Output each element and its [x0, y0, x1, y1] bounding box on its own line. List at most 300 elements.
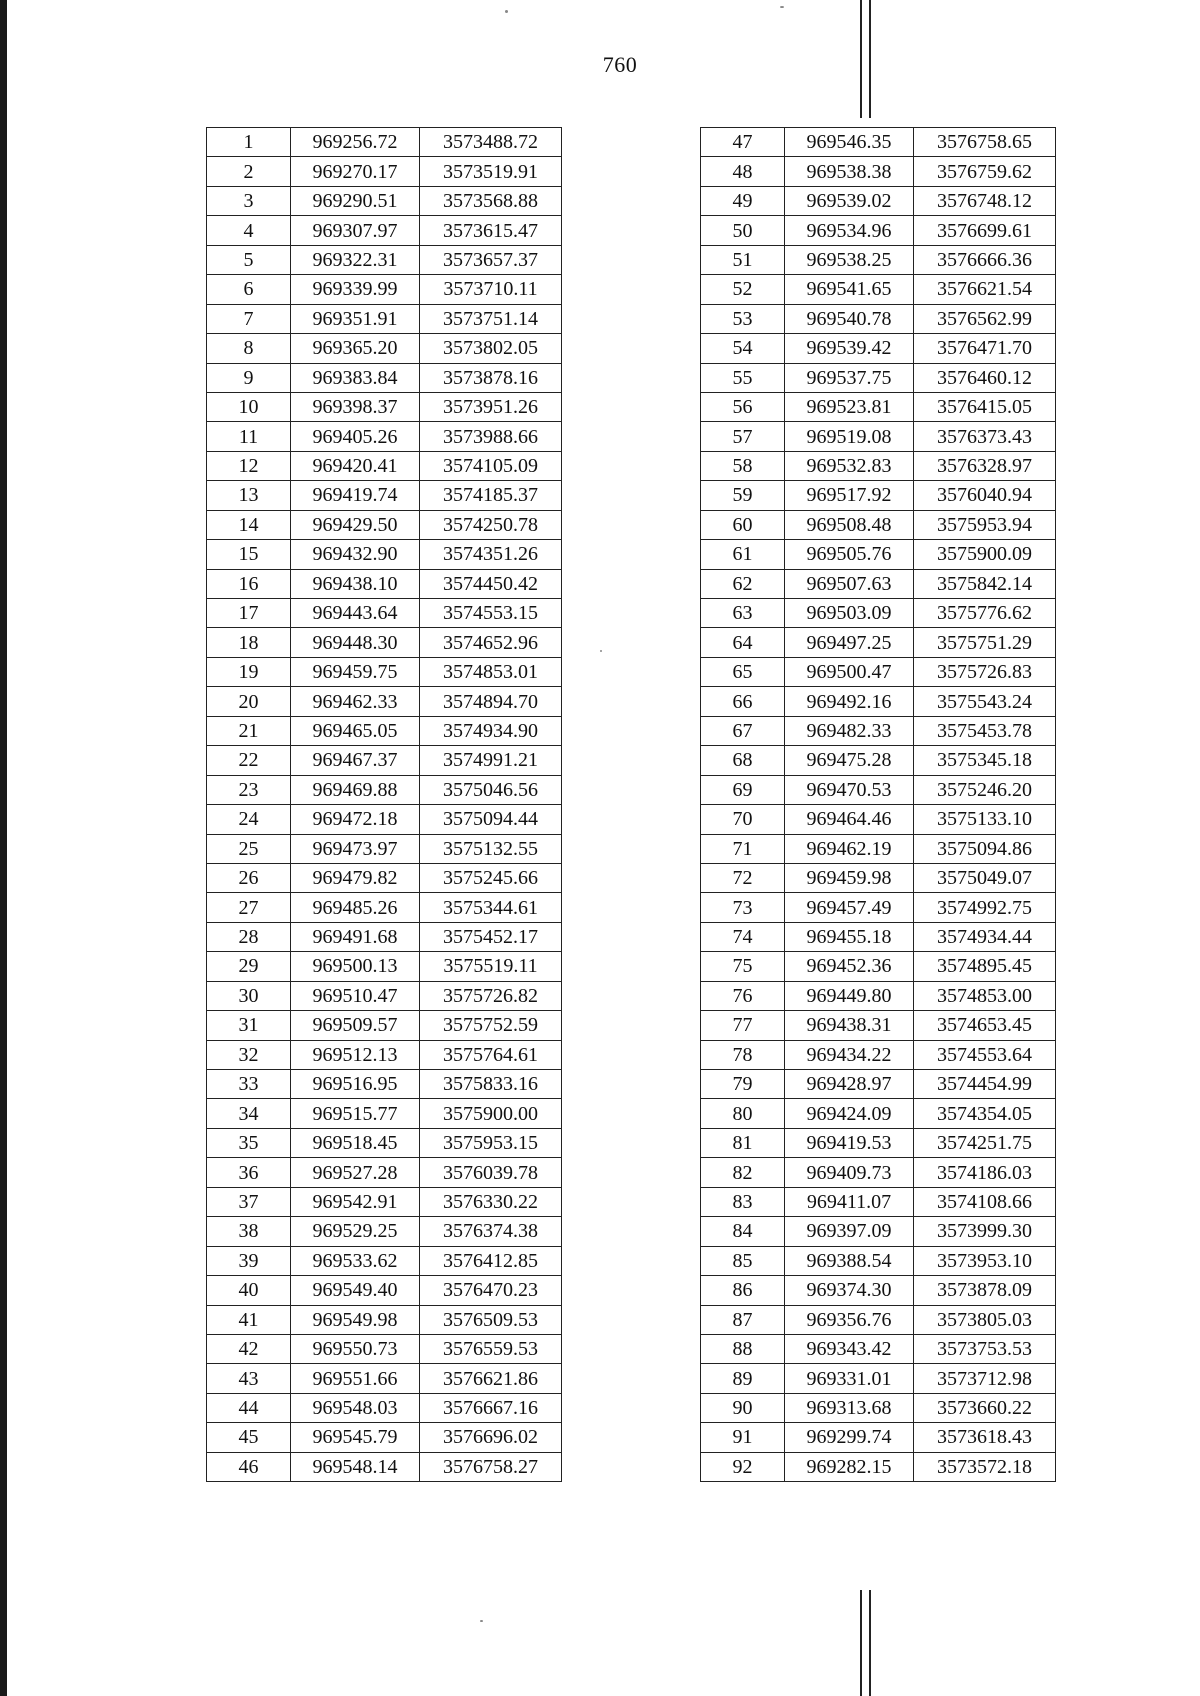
point-number-cell: 58 [701, 451, 785, 480]
x-coordinate-cell: 969545.79 [291, 1423, 420, 1452]
table-row [701, 628, 1056, 657]
table-row [207, 451, 562, 480]
x-coordinate-cell: 969500.47 [785, 657, 914, 686]
y-coordinate-cell: 3576759.62 [914, 157, 1056, 186]
point-number-cell: 51 [701, 245, 785, 274]
y-coordinate-cell: 3575833.16 [420, 1070, 562, 1099]
point-number-cell: 69 [701, 775, 785, 804]
table-row [207, 893, 562, 922]
x-coordinate-cell: 969503.09 [785, 599, 914, 628]
point-number-cell: 89 [701, 1364, 785, 1393]
x-coordinate-cell: 969549.98 [291, 1305, 420, 1334]
point-number-cell: 23 [207, 775, 291, 804]
y-coordinate-cell: 3576040.94 [914, 481, 1056, 510]
table-row [207, 1364, 562, 1393]
y-coordinate-cell: 3574250.78 [420, 510, 562, 539]
y-coordinate-cell: 3575726.82 [420, 981, 562, 1010]
y-coordinate-cell: 3576699.61 [914, 216, 1056, 245]
y-coordinate-cell: 3575453.78 [914, 716, 1056, 745]
x-coordinate-cell: 969549.40 [291, 1276, 420, 1305]
y-coordinate-cell: 3573488.72 [420, 128, 562, 157]
y-coordinate-cell: 3574186.03 [914, 1158, 1056, 1187]
y-coordinate-cell: 3574354.05 [914, 1099, 1056, 1128]
coordinate-table-body [207, 128, 562, 1482]
table-row [207, 746, 562, 775]
point-number-cell: 10 [207, 392, 291, 421]
y-coordinate-cell: 3574652.96 [420, 628, 562, 657]
y-coordinate-cell: 3573953.10 [914, 1246, 1056, 1275]
y-coordinate-cell: 3573999.30 [914, 1217, 1056, 1246]
point-number-cell: 28 [207, 922, 291, 951]
table-row [701, 1305, 1056, 1334]
point-number-cell: 56 [701, 392, 785, 421]
x-coordinate-cell: 969482.33 [785, 716, 914, 745]
point-number-cell: 35 [207, 1128, 291, 1157]
x-coordinate-cell: 969467.37 [291, 746, 420, 775]
table-row [701, 599, 1056, 628]
point-number-cell: 74 [701, 922, 785, 951]
point-number-cell: 92 [701, 1452, 785, 1481]
point-number-cell: 57 [701, 422, 785, 451]
x-coordinate-cell: 969517.92 [785, 481, 914, 510]
table-row [207, 304, 562, 333]
x-coordinate-cell: 969351.91 [291, 304, 420, 333]
y-coordinate-cell: 3576559.53 [420, 1334, 562, 1363]
x-coordinate-cell: 969365.20 [291, 334, 420, 363]
table-row [701, 952, 1056, 981]
point-number-cell: 63 [701, 599, 785, 628]
table-row [701, 451, 1056, 480]
x-coordinate-cell: 969429.50 [291, 510, 420, 539]
y-coordinate-cell: 3576471.70 [914, 334, 1056, 363]
y-coordinate-cell: 3576562.99 [914, 304, 1056, 333]
point-number-cell: 55 [701, 363, 785, 392]
y-coordinate-cell: 3573951.26 [420, 392, 562, 421]
y-coordinate-cell: 3575245.66 [420, 863, 562, 892]
point-number-cell: 32 [207, 1040, 291, 1069]
point-number-cell: 62 [701, 569, 785, 598]
x-coordinate-cell: 969411.07 [785, 1187, 914, 1216]
point-number-cell: 25 [207, 834, 291, 863]
x-coordinate-cell: 969548.14 [291, 1452, 420, 1481]
table-row [207, 1423, 562, 1452]
y-coordinate-cell: 3575726.83 [914, 657, 1056, 686]
point-number-cell: 48 [701, 157, 785, 186]
table-row [701, 1099, 1056, 1128]
x-coordinate-cell: 969512.13 [291, 1040, 420, 1069]
x-coordinate-cell: 969462.33 [291, 687, 420, 716]
point-number-cell: 84 [701, 1217, 785, 1246]
point-number-cell: 44 [207, 1393, 291, 1422]
point-number-cell: 39 [207, 1246, 291, 1275]
scan-speck [505, 10, 508, 13]
table-row [207, 1099, 562, 1128]
y-coordinate-cell: 3574251.75 [914, 1128, 1056, 1157]
scan-speck [480, 1620, 483, 1622]
point-number-cell: 14 [207, 510, 291, 539]
point-number-cell: 47 [701, 128, 785, 157]
table-row [207, 481, 562, 510]
y-coordinate-cell: 3574553.64 [914, 1040, 1056, 1069]
point-number-cell: 70 [701, 805, 785, 834]
table-row [207, 157, 562, 186]
table-row [701, 805, 1056, 834]
y-coordinate-cell: 3576412.85 [420, 1246, 562, 1275]
point-number-cell: 26 [207, 863, 291, 892]
point-number-cell: 53 [701, 304, 785, 333]
table-row [207, 1040, 562, 1069]
table-row [207, 716, 562, 745]
y-coordinate-cell: 3575452.17 [420, 922, 562, 951]
x-coordinate-cell: 969472.18 [291, 805, 420, 834]
point-number-cell: 71 [701, 834, 785, 863]
table-row [207, 422, 562, 451]
table-row [207, 540, 562, 569]
table-row [701, 304, 1056, 333]
table-row [207, 863, 562, 892]
table-row [207, 1158, 562, 1187]
point-number-cell: 85 [701, 1246, 785, 1275]
y-coordinate-cell: 3574853.00 [914, 981, 1056, 1010]
table-row [207, 392, 562, 421]
x-coordinate-cell: 969475.28 [785, 746, 914, 775]
x-coordinate-cell: 969434.22 [785, 1040, 914, 1069]
y-coordinate-cell: 3573657.37 [420, 245, 562, 274]
x-coordinate-cell: 969438.31 [785, 1011, 914, 1040]
y-coordinate-cell: 3573519.91 [420, 157, 562, 186]
table-row [701, 922, 1056, 951]
point-number-cell: 87 [701, 1305, 785, 1334]
y-coordinate-cell: 3575344.61 [420, 893, 562, 922]
table-row [207, 805, 562, 834]
coordinate-table-right [700, 127, 1056, 1482]
y-coordinate-cell: 3575132.55 [420, 834, 562, 863]
table-row [701, 334, 1056, 363]
point-number-cell: 18 [207, 628, 291, 657]
coordinate-table-left [206, 127, 562, 1482]
x-coordinate-cell: 969523.81 [785, 392, 914, 421]
y-coordinate-cell: 3575246.20 [914, 775, 1056, 804]
x-coordinate-cell: 969388.54 [785, 1246, 914, 1275]
point-number-cell: 50 [701, 216, 785, 245]
point-number-cell: 60 [701, 510, 785, 539]
table-row [207, 245, 562, 274]
point-number-cell: 11 [207, 422, 291, 451]
point-number-cell: 2 [207, 157, 291, 186]
y-coordinate-cell: 3575049.07 [914, 863, 1056, 892]
point-number-cell: 19 [207, 657, 291, 686]
x-coordinate-cell: 969539.42 [785, 334, 914, 363]
x-coordinate-cell: 969510.47 [291, 981, 420, 1010]
x-coordinate-cell: 969428.97 [785, 1070, 914, 1099]
table-row [701, 540, 1056, 569]
table-row [701, 245, 1056, 274]
table-row [701, 128, 1056, 157]
x-coordinate-cell: 969546.35 [785, 128, 914, 157]
table-row [701, 1334, 1056, 1363]
x-coordinate-cell: 969356.76 [785, 1305, 914, 1334]
y-coordinate-cell: 3576328.97 [914, 451, 1056, 480]
x-coordinate-cell: 969492.16 [785, 687, 914, 716]
table-row [207, 186, 562, 215]
table-row [207, 1217, 562, 1246]
point-number-cell: 12 [207, 451, 291, 480]
table-row [207, 1305, 562, 1334]
point-number-cell: 83 [701, 1187, 785, 1216]
y-coordinate-cell: 3576621.86 [420, 1364, 562, 1393]
y-coordinate-cell: 3573568.88 [420, 186, 562, 215]
y-coordinate-cell: 3575519.11 [420, 952, 562, 981]
point-number-cell: 4 [207, 216, 291, 245]
point-number-cell: 45 [207, 1423, 291, 1452]
x-coordinate-cell: 969397.09 [785, 1217, 914, 1246]
point-number-cell: 77 [701, 1011, 785, 1040]
table-row [701, 510, 1056, 539]
y-coordinate-cell: 3574454.99 [914, 1070, 1056, 1099]
y-coordinate-cell: 3573712.98 [914, 1364, 1056, 1393]
x-coordinate-cell: 969432.90 [291, 540, 420, 569]
x-coordinate-cell: 969307.97 [291, 216, 420, 245]
x-coordinate-cell: 969339.99 [291, 275, 420, 304]
table-row [207, 1128, 562, 1157]
table-row [701, 157, 1056, 186]
table-row [701, 1364, 1056, 1393]
y-coordinate-cell: 3576509.53 [420, 1305, 562, 1334]
point-number-cell: 3 [207, 186, 291, 215]
y-coordinate-cell: 3573618.43 [914, 1423, 1056, 1452]
point-number-cell: 37 [207, 1187, 291, 1216]
table-row [701, 834, 1056, 863]
point-number-cell: 54 [701, 334, 785, 363]
table-row [207, 1452, 562, 1481]
x-coordinate-cell: 969282.15 [785, 1452, 914, 1481]
y-coordinate-cell: 3576460.12 [914, 363, 1056, 392]
table-row [701, 186, 1056, 215]
table-row [701, 1070, 1056, 1099]
x-coordinate-cell: 969505.76 [785, 540, 914, 569]
point-number-cell: 80 [701, 1099, 785, 1128]
point-number-cell: 42 [207, 1334, 291, 1363]
point-number-cell: 75 [701, 952, 785, 981]
table-row [701, 893, 1056, 922]
table-row [701, 1276, 1056, 1305]
x-coordinate-cell: 969538.38 [785, 157, 914, 186]
table-row [701, 1423, 1056, 1452]
point-number-cell: 9 [207, 363, 291, 392]
table-row [207, 216, 562, 245]
table-row [207, 599, 562, 628]
y-coordinate-cell: 3576758.65 [914, 128, 1056, 157]
table-row [207, 1334, 562, 1363]
y-coordinate-cell: 3575764.61 [420, 1040, 562, 1069]
table-row [207, 1070, 562, 1099]
x-coordinate-cell: 969551.66 [291, 1364, 420, 1393]
y-coordinate-cell: 3574894.70 [420, 687, 562, 716]
point-number-cell: 52 [701, 275, 785, 304]
binding-line [869, 1590, 871, 1696]
y-coordinate-cell: 3573988.66 [420, 422, 562, 451]
x-coordinate-cell: 969419.74 [291, 481, 420, 510]
x-coordinate-cell: 969516.95 [291, 1070, 420, 1099]
x-coordinate-cell: 969424.09 [785, 1099, 914, 1128]
table-row [207, 628, 562, 657]
x-coordinate-cell: 969538.25 [785, 245, 914, 274]
y-coordinate-cell: 3573802.05 [420, 334, 562, 363]
point-number-cell: 16 [207, 569, 291, 598]
y-coordinate-cell: 3573805.03 [914, 1305, 1056, 1334]
x-coordinate-cell: 969527.28 [291, 1158, 420, 1187]
table-row [207, 1187, 562, 1216]
table-row [701, 1011, 1056, 1040]
table-row [701, 275, 1056, 304]
x-coordinate-cell: 969419.53 [785, 1128, 914, 1157]
table-row [207, 687, 562, 716]
y-coordinate-cell: 3576470.23 [420, 1276, 562, 1305]
x-coordinate-cell: 969548.03 [291, 1393, 420, 1422]
table-row [701, 1158, 1056, 1187]
y-coordinate-cell: 3573660.22 [914, 1393, 1056, 1422]
x-coordinate-cell: 969409.73 [785, 1158, 914, 1187]
point-number-cell: 79 [701, 1070, 785, 1099]
y-coordinate-cell: 3574992.75 [914, 893, 1056, 922]
table-row [701, 481, 1056, 510]
table-row [701, 981, 1056, 1010]
table-row [207, 510, 562, 539]
point-number-cell: 22 [207, 746, 291, 775]
x-coordinate-cell: 969534.96 [785, 216, 914, 245]
x-coordinate-cell: 969540.78 [785, 304, 914, 333]
table-row [207, 775, 562, 804]
y-coordinate-cell: 3575953.94 [914, 510, 1056, 539]
y-coordinate-cell: 3575776.62 [914, 599, 1056, 628]
y-coordinate-cell: 3574934.44 [914, 922, 1056, 951]
point-number-cell: 66 [701, 687, 785, 716]
x-coordinate-cell: 969343.42 [785, 1334, 914, 1363]
table-row [701, 363, 1056, 392]
point-number-cell: 13 [207, 481, 291, 510]
x-coordinate-cell: 969452.36 [785, 952, 914, 981]
table-row [207, 1393, 562, 1422]
table-row [701, 863, 1056, 892]
table-row [701, 1393, 1056, 1422]
x-coordinate-cell: 969405.26 [291, 422, 420, 451]
x-coordinate-cell: 969420.41 [291, 451, 420, 480]
y-coordinate-cell: 3575133.10 [914, 805, 1056, 834]
x-coordinate-cell: 969500.13 [291, 952, 420, 981]
y-coordinate-cell: 3573615.47 [420, 216, 562, 245]
table-row [207, 952, 562, 981]
point-number-cell: 31 [207, 1011, 291, 1040]
point-number-cell: 59 [701, 481, 785, 510]
point-number-cell: 78 [701, 1040, 785, 1069]
page-number: 760 [602, 52, 638, 77]
x-coordinate-cell: 969322.31 [291, 245, 420, 274]
x-coordinate-cell: 969256.72 [291, 128, 420, 157]
x-coordinate-cell: 969443.64 [291, 599, 420, 628]
x-coordinate-cell: 969470.53 [785, 775, 914, 804]
point-number-cell: 64 [701, 628, 785, 657]
point-number-cell: 67 [701, 716, 785, 745]
y-coordinate-cell: 3573572.18 [914, 1452, 1056, 1481]
y-coordinate-cell: 3574934.90 [420, 716, 562, 745]
y-coordinate-cell: 3575752.59 [420, 1011, 562, 1040]
x-coordinate-cell: 969455.18 [785, 922, 914, 951]
x-coordinate-cell: 969459.75 [291, 657, 420, 686]
point-number-cell: 34 [207, 1099, 291, 1128]
table-row [701, 1187, 1056, 1216]
coordinate-table-body [701, 128, 1056, 1482]
scan-speck [600, 650, 602, 652]
x-coordinate-cell: 969519.08 [785, 422, 914, 451]
point-number-cell: 76 [701, 981, 785, 1010]
x-coordinate-cell: 969485.26 [291, 893, 420, 922]
x-coordinate-cell: 969331.01 [785, 1364, 914, 1393]
table-row [207, 275, 562, 304]
y-coordinate-cell: 3575543.24 [914, 687, 1056, 716]
x-coordinate-cell: 969299.74 [785, 1423, 914, 1452]
y-coordinate-cell: 3573751.14 [420, 304, 562, 333]
point-number-cell: 91 [701, 1423, 785, 1452]
table-row [207, 1011, 562, 1040]
x-coordinate-cell: 969507.63 [785, 569, 914, 598]
x-coordinate-cell: 969270.17 [291, 157, 420, 186]
point-number-cell: 65 [701, 657, 785, 686]
y-coordinate-cell: 3573878.16 [420, 363, 562, 392]
y-coordinate-cell: 3575900.09 [914, 540, 1056, 569]
x-coordinate-cell: 969539.02 [785, 186, 914, 215]
y-coordinate-cell: 3576621.54 [914, 275, 1056, 304]
y-coordinate-cell: 3576758.27 [420, 1452, 562, 1481]
x-coordinate-cell: 969509.57 [291, 1011, 420, 1040]
table-row [701, 775, 1056, 804]
x-coordinate-cell: 969462.19 [785, 834, 914, 863]
x-coordinate-cell: 969290.51 [291, 186, 420, 215]
table-row [207, 128, 562, 157]
y-coordinate-cell: 3575345.18 [914, 746, 1056, 775]
y-coordinate-cell: 3574108.66 [914, 1187, 1056, 1216]
x-coordinate-cell: 969464.46 [785, 805, 914, 834]
y-coordinate-cell: 3575842.14 [914, 569, 1056, 598]
y-coordinate-cell: 3574105.09 [420, 451, 562, 480]
point-number-cell: 41 [207, 1305, 291, 1334]
table-row [207, 922, 562, 951]
x-coordinate-cell: 969374.30 [785, 1276, 914, 1305]
y-coordinate-cell: 3576039.78 [420, 1158, 562, 1187]
table-row [207, 834, 562, 863]
point-number-cell: 73 [701, 893, 785, 922]
y-coordinate-cell: 3576415.05 [914, 392, 1056, 421]
y-coordinate-cell: 3575953.15 [420, 1128, 562, 1157]
table-row [207, 334, 562, 363]
table-row [207, 657, 562, 686]
point-number-cell: 6 [207, 275, 291, 304]
table-row [207, 1276, 562, 1305]
y-coordinate-cell: 3576748.12 [914, 186, 1056, 215]
y-coordinate-cell: 3573878.09 [914, 1276, 1056, 1305]
y-coordinate-cell: 3576696.02 [420, 1423, 562, 1452]
x-coordinate-cell: 969449.80 [785, 981, 914, 1010]
y-coordinate-cell: 3575046.56 [420, 775, 562, 804]
x-coordinate-cell: 969473.97 [291, 834, 420, 863]
table-row [701, 392, 1056, 421]
table-row [207, 569, 562, 598]
point-number-cell: 38 [207, 1217, 291, 1246]
point-number-cell: 20 [207, 687, 291, 716]
x-coordinate-cell: 969518.45 [291, 1128, 420, 1157]
x-coordinate-cell: 969542.91 [291, 1187, 420, 1216]
table-row [701, 687, 1056, 716]
y-coordinate-cell: 3576666.36 [914, 245, 1056, 274]
